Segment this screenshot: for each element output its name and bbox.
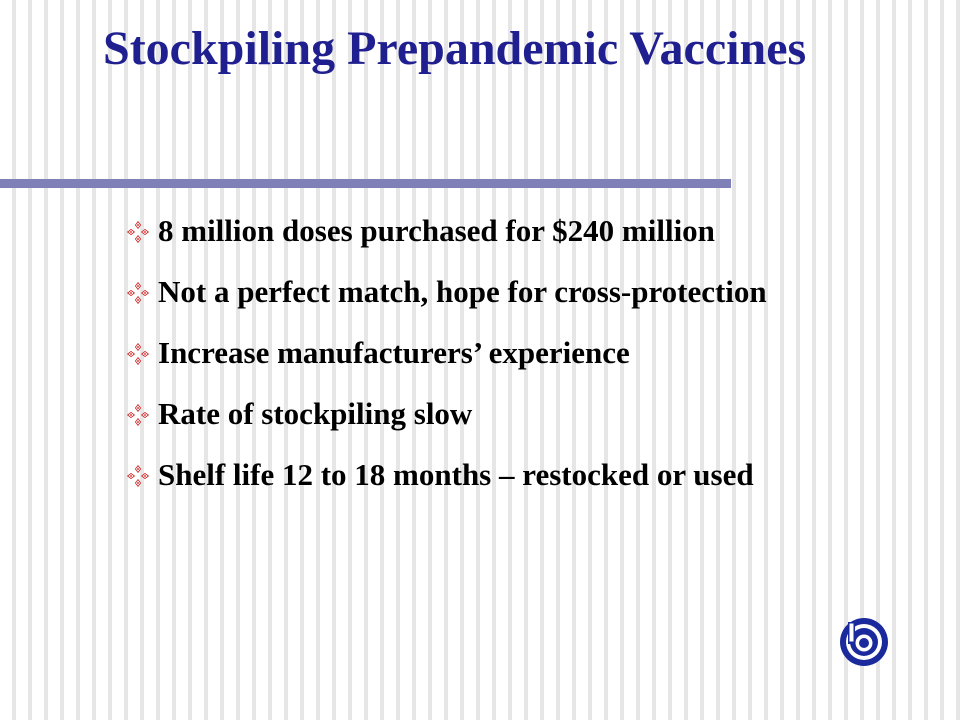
circular-logo-icon (838, 616, 890, 668)
bullet-text: Increase manufacturers’ experience (158, 335, 630, 370)
bullet-text: Rate of stockpiling slow (158, 396, 473, 431)
bullet-item (126, 454, 926, 496)
bullet-item (126, 393, 926, 435)
bullet-item (126, 332, 926, 374)
bullet-item (126, 271, 926, 313)
bullet-text: 8 million doses purchased for $240 million (158, 213, 715, 248)
diamond-bullet-icon (126, 464, 150, 488)
diamond-bullet-icon (126, 220, 150, 244)
diamond-bullet-icon (126, 342, 150, 366)
diamond-bullet-icon (126, 403, 150, 427)
bullet-list (126, 210, 926, 515)
slide-title: Stockpiling Prepandemic Vaccines (103, 22, 807, 75)
title-divider (0, 179, 731, 188)
diamond-bullet-icon (126, 281, 150, 305)
bullet-item (126, 210, 926, 252)
bullet-text: Not a perfect match, hope for cross-protection (158, 274, 767, 309)
bullet-text: Shelf life 12 to 18 months – restocked or used (158, 457, 754, 492)
